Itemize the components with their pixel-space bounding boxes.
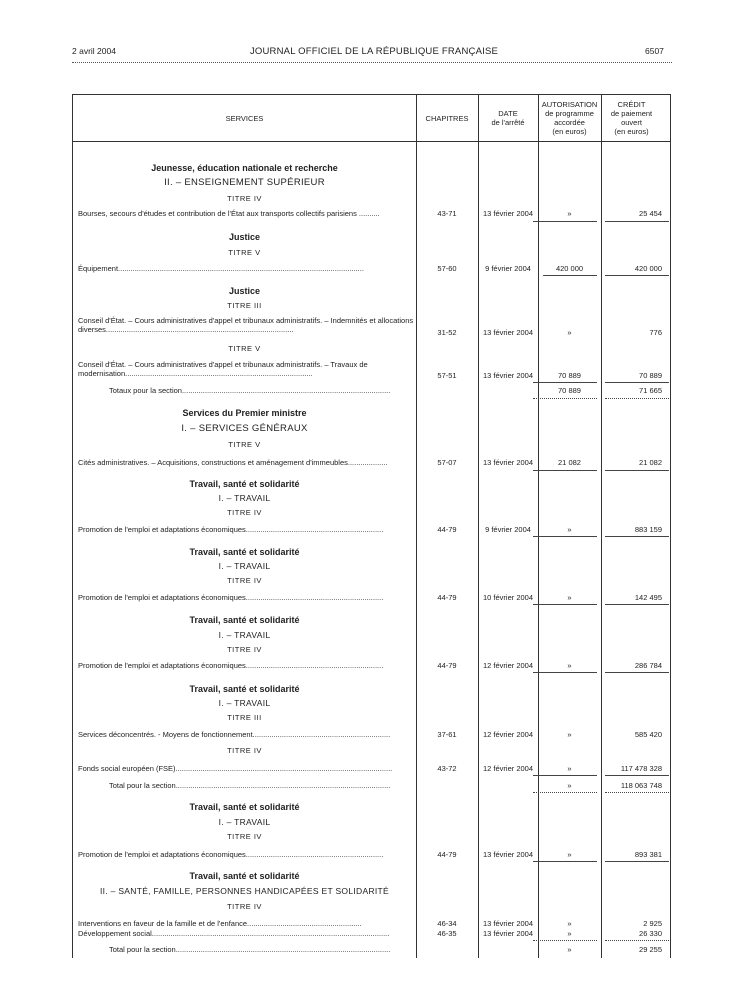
row-chapitre: 57-51 <box>437 371 457 380</box>
total-label: Totaux pour la section.................................................................................................... <box>109 386 391 395</box>
total-credit: 29 255 <box>639 945 662 954</box>
row-autorisation: 21 082 <box>558 458 581 467</box>
section-title: Justice <box>228 286 261 296</box>
row-autorisation: » <box>567 593 572 602</box>
row-label: Conseil d'État. – Cours administratives d'appel et tribunaux administratifs. – Indemnités et allocations diverses.......................................................................................... <box>78 316 414 334</box>
row-chapitre: 43-72 <box>437 764 457 773</box>
row-autorisation: » <box>567 209 572 218</box>
row-autorisation: » <box>567 730 572 739</box>
sum-rule <box>533 775 597 776</box>
row-chapitre: 57-60 <box>437 264 457 273</box>
row-date: 9 février 2004 <box>485 264 531 273</box>
row-date: 9 février 2004 <box>485 525 531 534</box>
section-title: Jeunesse, éducation nationale et recherche <box>151 163 338 173</box>
row-autorisation: » <box>567 328 572 337</box>
total-autorisation: 70 889 <box>558 386 581 395</box>
section-subtitle: I. – TRAVAIL <box>218 817 271 827</box>
section-subtitle: I. – TRAVAIL <box>218 698 271 708</box>
total-credit: 118 063 748 <box>620 781 662 790</box>
total-autorisation: » <box>567 781 572 790</box>
sum-rule <box>533 792 597 793</box>
row-chapitre: 37-61 <box>437 730 457 739</box>
row-autorisation: » <box>567 661 572 670</box>
row-label: Promotion de l'emploi et adaptations économiques.................................................................. <box>78 850 384 859</box>
row-chapitre: 31-52 <box>437 328 457 337</box>
row-date: 13 février 2004 <box>482 209 534 218</box>
section-title: Travail, santé et solidarité <box>189 479 300 489</box>
row-chapitre: 44-79 <box>437 593 457 602</box>
row-credit: 25 454 <box>639 209 662 218</box>
total-credit: 71 665 <box>639 386 662 395</box>
sum-rule <box>533 221 597 222</box>
sum-rule <box>605 221 669 222</box>
row-date: 12 février 2004 <box>482 661 534 670</box>
sum-rule <box>605 382 669 383</box>
row-label: Conseil d'État. – Cours administratives d'appel et tribunaux administratifs. – Travaux de modernisation.......................................................................................... <box>78 360 368 378</box>
row-credit: 142 495 <box>634 593 662 602</box>
row-chapitre: 43-71 <box>437 209 457 218</box>
sum-rule <box>605 775 669 776</box>
row-credit: 26 330 <box>639 929 662 938</box>
credits-table <box>72 94 671 958</box>
row-autorisation: » <box>567 525 572 534</box>
page-number: 6507 <box>645 46 664 56</box>
section-title: Travail, santé et solidarité <box>189 684 300 694</box>
row-label: Bourses, secours d'études et contribution de l'État aux transports collectifs parisiens .......... <box>78 209 380 218</box>
row-credit: 117 478 328 <box>620 764 662 773</box>
titre-label: TITRE V <box>228 344 261 353</box>
row-label: Services déconcentrés. - Moyens de fonctionnement.................................................................. <box>78 730 391 739</box>
col-header-credit: CRÉDIT de paiement ouvert (en euros) <box>610 100 653 136</box>
section-title: Travail, santé et solidarité <box>189 871 300 881</box>
row-chapitre: 44-79 <box>437 661 457 670</box>
row-date: 12 février 2004 <box>482 730 534 739</box>
row-date: 13 février 2004 <box>482 850 534 859</box>
row-date: 12 février 2004 <box>482 764 534 773</box>
total-label: Total pour la section....................................................................................................... <box>109 781 391 790</box>
col-header-date: DATE de l'arrêté <box>491 109 525 127</box>
row-chapitre: 57-07 <box>437 458 457 467</box>
row-label: Cités administratives. – Acquisitions, constructions et aménagement d'immeubles................... <box>78 458 388 467</box>
sum-rule <box>605 861 669 862</box>
titre-label: TITRE III <box>227 713 262 722</box>
row-label: Promotion de l'emploi et adaptations économiques.................................................................. <box>78 593 384 602</box>
row-autorisation: » <box>567 764 572 773</box>
sum-rule <box>605 275 669 276</box>
row-date: 13 février 2004 <box>482 929 534 938</box>
titre-label: TITRE IV <box>227 645 262 654</box>
row-label: Développement social.................................................................................................................. <box>78 929 390 938</box>
row-chapitre: 46-35 <box>437 929 457 938</box>
header-row-rule <box>73 141 670 142</box>
titre-label: TITRE IV <box>227 576 262 585</box>
row-credit: 286 784 <box>634 661 662 670</box>
section-title: Services du Premier ministre <box>182 408 307 418</box>
titre-label: TITRE V <box>228 440 261 449</box>
section-subtitle: I. – TRAVAIL <box>218 493 271 503</box>
sum-rule <box>533 536 597 537</box>
col-header-services: SERVICES <box>225 113 264 123</box>
section-title: Travail, santé et solidarité <box>189 615 300 625</box>
sum-rule <box>605 536 669 537</box>
sum-rule <box>605 792 669 793</box>
sum-rule <box>533 861 597 862</box>
section-title: Travail, santé et solidarité <box>189 802 300 812</box>
row-date: 13 février 2004 <box>482 328 534 337</box>
row-autorisation: » <box>567 929 572 938</box>
titre-label: TITRE IV <box>227 194 262 203</box>
row-autorisation: 70 889 <box>558 371 581 380</box>
titre-label: TITRE V <box>228 248 261 257</box>
row-label: Équipement...................................................................................................................... <box>78 264 364 273</box>
sum-rule <box>533 398 597 399</box>
sum-rule <box>543 275 597 276</box>
row-date: 13 février 2004 <box>482 919 534 928</box>
sum-rule <box>605 672 669 673</box>
row-autorisation: 420 000 <box>555 264 584 273</box>
header-rule <box>72 62 672 63</box>
row-autorisation: » <box>567 850 572 859</box>
section-title: Justice <box>228 232 261 242</box>
row-label: Fonds social européen (FSE)........................................................................................................ <box>78 764 393 773</box>
row-credit: 21 082 <box>639 458 662 467</box>
row-credit: 776 <box>649 328 662 337</box>
sum-rule <box>533 672 597 673</box>
row-date: 13 février 2004 <box>482 371 534 380</box>
sum-rule <box>533 604 597 605</box>
row-chapitre: 46-34 <box>437 919 457 928</box>
section-subtitle: I. – TRAVAIL <box>218 630 271 640</box>
total-label: Total pour la section....................................................................................................... <box>109 945 391 954</box>
row-chapitre: 44-79 <box>437 850 457 859</box>
row-autorisation: » <box>567 919 572 928</box>
total-autorisation: » <box>567 945 572 954</box>
header-title: JOURNAL OFFICIEL DE LA RÉPUBLIQUE FRANÇAISE <box>249 46 499 57</box>
row-credit: 420 000 <box>634 264 662 273</box>
header-date: 2 avril 2004 <box>72 46 116 56</box>
col-header-chapitres: CHAPITRES <box>425 113 469 123</box>
row-credit: 70 889 <box>639 371 662 380</box>
sum-rule <box>533 382 597 383</box>
titre-label: TITRE IV <box>227 832 262 841</box>
titre-label: TITRE IV <box>227 746 262 755</box>
section-subtitle: I. – TRAVAIL <box>218 561 271 571</box>
sum-rule <box>533 470 597 471</box>
titre-label: TITRE IV <box>227 508 262 517</box>
section-subtitle: II. – ENSEIGNEMENT SUPÉRIEUR <box>164 177 325 188</box>
sum-rule <box>605 604 669 605</box>
row-label: Promotion de l'emploi et adaptations économiques.................................................................. <box>78 661 384 670</box>
col-header-autorisation: AUTORISATION de programme accordée (en euros) <box>541 100 598 136</box>
section-subtitle: I. – SERVICES GÉNÉRAUX <box>181 423 308 434</box>
row-credit: 585 420 <box>634 730 662 739</box>
row-label: Promotion de l'emploi et adaptations économiques.................................................................. <box>78 525 384 534</box>
row-label: Interventions en faveur de la famille et de l'enfance....................................................... <box>78 919 362 928</box>
section-subtitle: II. – SANTÉ, FAMILLE, PERSONNES HANDICAPÉES ET SOLIDARITÉ <box>99 886 390 896</box>
row-date: 13 février 2004 <box>482 458 534 467</box>
section-title: Travail, santé et solidarité <box>189 547 300 557</box>
row-date: 10 février 2004 <box>482 593 534 602</box>
row-credit: 2 925 <box>643 919 662 928</box>
titre-label: TITRE III <box>227 301 262 310</box>
titre-label: TITRE IV <box>227 902 262 911</box>
row-credit: 893 381 <box>634 850 662 859</box>
row-chapitre: 44-79 <box>437 525 457 534</box>
sum-rule <box>605 470 669 471</box>
sum-rule <box>605 940 669 941</box>
sum-rule <box>605 398 669 399</box>
row-credit: 883 159 <box>634 525 662 534</box>
sum-rule <box>533 940 597 941</box>
